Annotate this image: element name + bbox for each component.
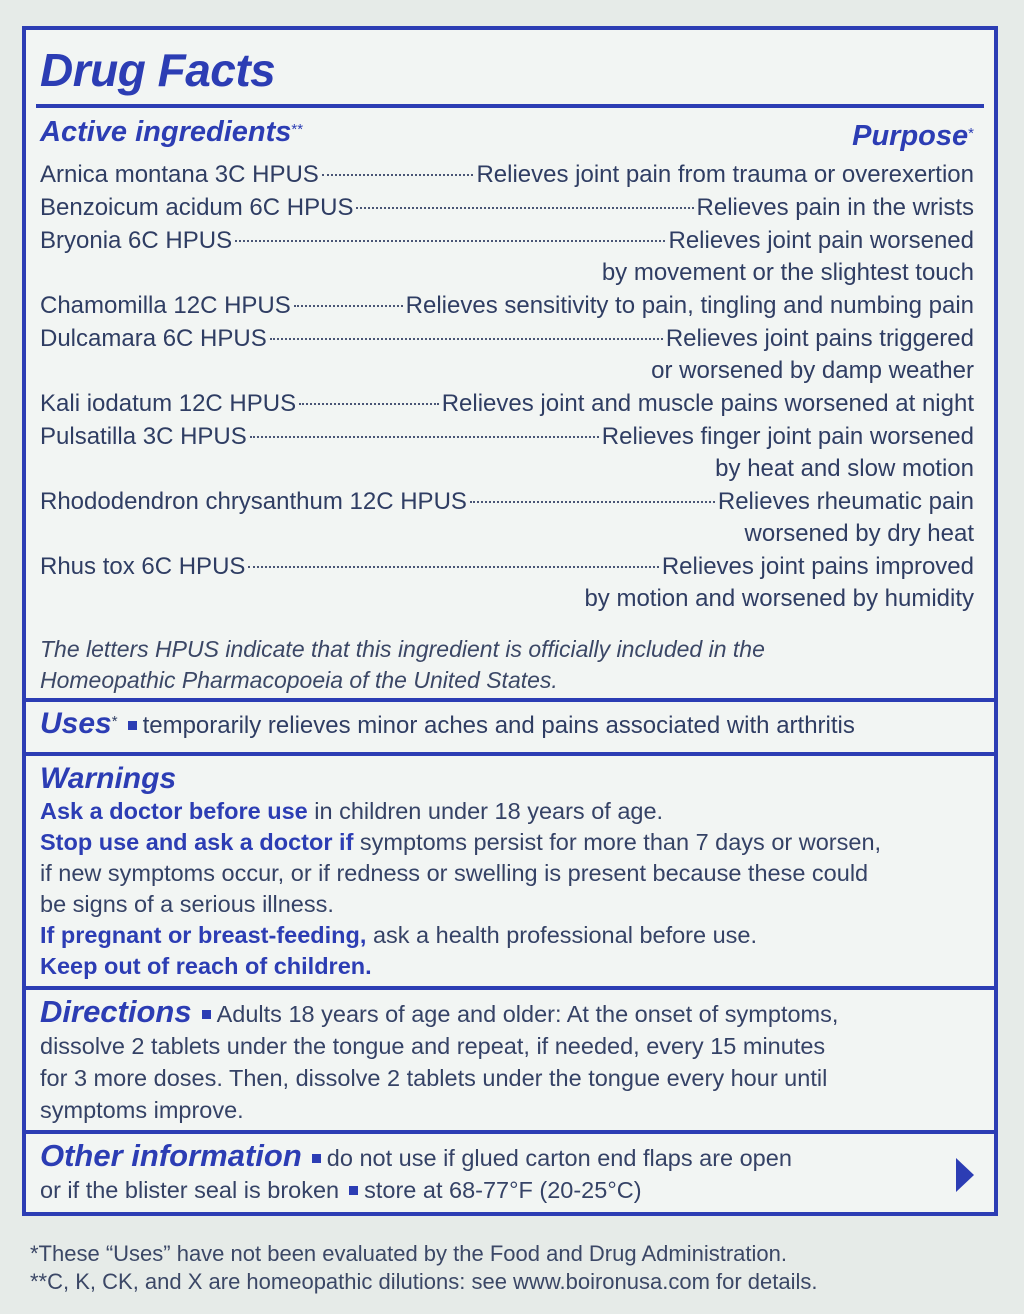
footnote-dilutions: **C, K, CK, and X are homeopathic dilutions: see www.boironusa.com for details. <box>30 1269 818 1294</box>
ingredient-name: Kali iodatum 12C HPUS <box>40 390 297 417</box>
ingredient-name: Benzoicum acidum 6C HPUS <box>40 194 354 221</box>
warning-stop-use-line: if new symptoms occur, or if redness or swelling is present because these could <box>40 860 869 886</box>
ingredient-purpose: Relieves joint pain from trauma or overexertion <box>476 161 974 188</box>
ingredient-row <box>40 224 974 257</box>
leader-dots <box>299 403 439 405</box>
ingredient-row <box>40 387 974 420</box>
other-info-text: do not use if glued carton end flaps are open <box>326 1145 792 1171</box>
uses-heading: Uses <box>40 707 112 740</box>
directions-section <box>40 996 970 1126</box>
leader-dots <box>322 174 474 176</box>
uses-section <box>40 706 855 744</box>
leader-dots <box>294 305 403 307</box>
warning-stop-use-bold: Stop use and ask a doctor if <box>40 829 354 855</box>
purpose-heading-mark: * <box>968 125 974 142</box>
active-ingredients-heading <box>40 116 303 148</box>
leader-dots <box>356 207 693 209</box>
leader-dots <box>248 566 658 568</box>
ingredient-purpose: Relieves sensitivity to pain, tingling and numbing pain <box>405 292 974 319</box>
warning-pregnant <box>40 920 980 951</box>
leader-dots <box>235 240 665 242</box>
section-divider <box>26 752 994 756</box>
ingredient-purpose-continued: or worsened by damp weather <box>651 357 974 384</box>
leader-dots <box>250 436 599 438</box>
ingredient-purpose: Relieves joint pains improved <box>661 553 974 580</box>
warning-pregnant-bold: If pregnant or breast-feeding, <box>40 922 367 948</box>
ingredient-row <box>40 191 974 224</box>
hpus-note-line: The letters HPUS indicate that this ingredient is officially included in the <box>40 636 765 662</box>
ingredient-purpose: Relieves joint pain worsened <box>668 227 974 254</box>
page-title: Drug Facts <box>40 44 276 96</box>
hpus-note-line: Homeopathic Pharmacopoeia of the United States. <box>40 667 558 693</box>
other-information-section <box>40 1140 940 1206</box>
ingredient-list <box>40 158 974 615</box>
ingredient-row <box>40 158 974 191</box>
uses-text: temporarily relieves minor aches and pains associated with arthritis <box>142 712 855 739</box>
purpose-heading-text: Purpose <box>852 120 969 152</box>
warning-keep-out <box>40 951 980 982</box>
directions-line: dissolve 2 tablets under the tongue and repeat, if needed, every 15 minutes <box>40 1033 826 1059</box>
ingredient-name: Dulcamara 6C HPUS <box>40 325 267 352</box>
ingredient-purpose: Relieves joint pains triggered <box>665 325 974 352</box>
warning-stop-use-line: be signs of a serious illness. <box>40 891 334 917</box>
ingredient-name: Arnica montana 3C HPUS <box>40 161 319 188</box>
purpose-heading <box>852 120 974 152</box>
warning-ask-doctor <box>40 796 980 827</box>
ingredient-purpose: Relieves rheumatic pain <box>717 488 974 515</box>
ingredient-purpose: Relieves finger joint pain worsened <box>601 423 974 450</box>
bullet-icon <box>202 1010 211 1019</box>
section-divider <box>26 986 994 990</box>
warnings-section <box>40 762 980 982</box>
drug-facts-panel <box>22 26 998 1216</box>
directions-line <box>40 996 970 1030</box>
continue-arrow-icon <box>956 1158 974 1192</box>
other-info-line <box>40 1174 940 1206</box>
warning-pregnant-text: ask a health professional before use. <box>366 922 758 948</box>
active-ingredients-heading-text: Active ingredients <box>40 116 292 148</box>
ingredient-purpose-continued: worsened by dry heat <box>744 520 974 547</box>
ingredient-row <box>40 550 974 583</box>
directions-text: Adults 18 years of age and older: At the onset of symptoms, <box>216 1001 839 1027</box>
warnings-heading: Warnings <box>40 762 177 795</box>
section-divider <box>26 1130 994 1134</box>
ingredient-purpose-continued: by motion and worsened by humidity <box>584 585 974 612</box>
hpus-note <box>40 634 940 696</box>
bullet-icon <box>128 721 137 730</box>
ingredient-row <box>40 420 974 453</box>
other-information-heading: Other information <box>40 1138 302 1173</box>
ingredient-name: Rhododendron chrysanthum 12C HPUS <box>40 488 467 515</box>
footnotes <box>30 1240 818 1296</box>
ingredient-purpose: Relieves pain in the wrists <box>696 194 974 221</box>
ingredient-name: Rhus tox 6C HPUS <box>40 553 246 580</box>
footnote-uses: *These “Uses” have not been evaluated by the Food and Drug Administration. <box>30 1241 788 1266</box>
title-divider <box>36 104 984 108</box>
uses-heading-mark: * <box>111 713 118 730</box>
bullet-icon <box>312 1154 321 1163</box>
ingredient-name: Chamomilla 12C HPUS <box>40 292 291 319</box>
ingredient-name: Pulsatilla 3C HPUS <box>40 423 247 450</box>
ingredient-row <box>40 289 974 322</box>
other-info-text: or if the blister seal is broken <box>40 1177 340 1203</box>
ingredient-purpose-continued: by heat and slow motion <box>715 455 974 482</box>
other-info-line <box>40 1140 940 1174</box>
leader-dots <box>470 501 715 503</box>
leader-dots <box>270 338 663 340</box>
directions-heading: Directions <box>40 994 192 1029</box>
ingredient-row <box>40 485 974 518</box>
ingredient-row <box>40 322 974 355</box>
warning-keep-out-bold: Keep out of reach of children. <box>40 953 372 979</box>
ingredient-purpose-continued: by movement or the slightest touch <box>601 259 974 286</box>
warning-ask-doctor-text: in children under 18 years of age. <box>307 798 664 824</box>
ingredient-purpose: Relieves joint and muscle pains worsened at night <box>441 390 974 417</box>
other-info-text: store at 68-77°F (20-25°C) <box>364 1177 642 1203</box>
active-ingredients-heading-mark: ** <box>291 121 304 138</box>
warning-stop-use <box>40 827 980 858</box>
warning-stop-use-text: symptoms persist for more than 7 days or worsen, <box>353 829 882 855</box>
bullet-icon <box>349 1186 358 1195</box>
warning-ask-doctor-bold: Ask a doctor before use <box>40 798 308 824</box>
ingredient-name: Bryonia 6C HPUS <box>40 227 233 254</box>
directions-line: symptoms improve. <box>40 1097 244 1123</box>
section-divider <box>26 698 994 702</box>
directions-line: for 3 more doses. Then, dissolve 2 tablets under the tongue every hour until <box>40 1065 828 1091</box>
